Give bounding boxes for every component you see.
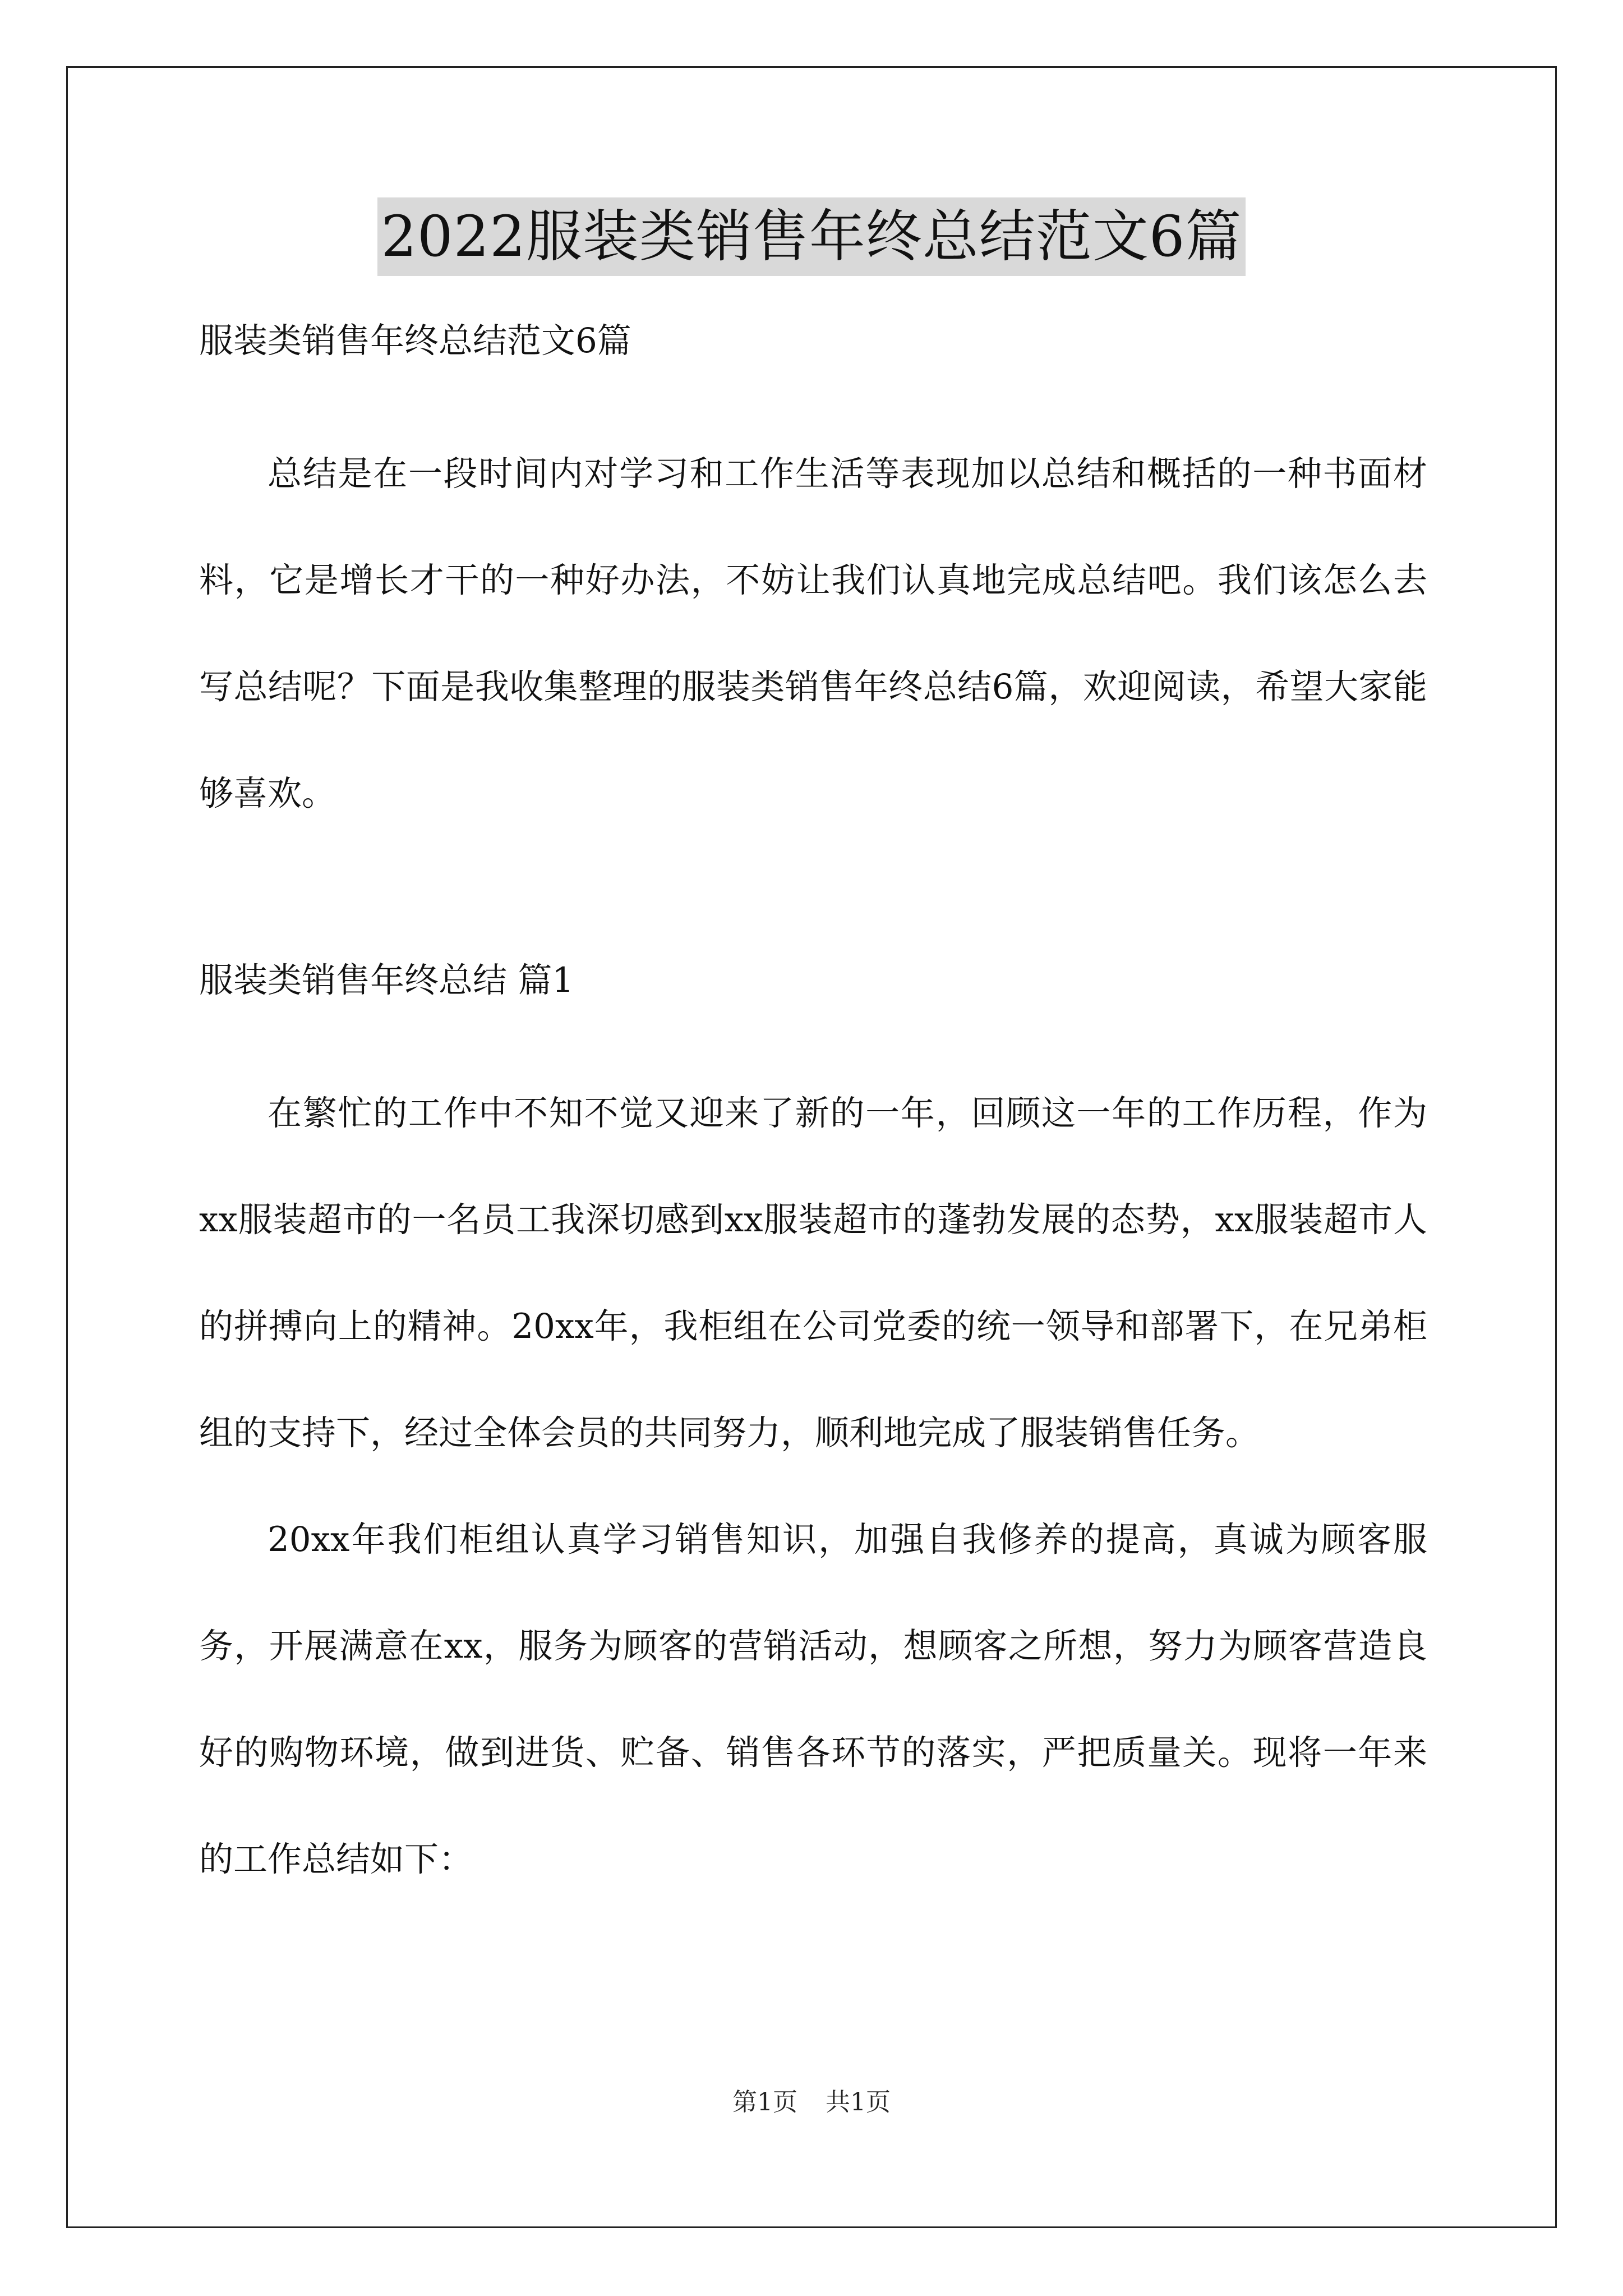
page-number: 第1页 (732, 2088, 797, 2116)
title-container (0, 197, 1623, 276)
document-subtitle: 服装类销售年终总结范文6篇 (199, 321, 631, 361)
document-body (199, 314, 1427, 1913)
section-heading: 服装类销售年终总结 篇1 (199, 960, 574, 1000)
spacer (199, 1007, 1427, 1060)
body-paragraph: 20xx年我们柜组认真学习销售知识，加强自我修养的提高，真诚为顾客服务，开展满意在xx，服务为顾客的营销活动，想顾客之所想，努力为顾客营造良好的购物环境，做到进货、贮备、销售各环节的落实，严把质量关。现将一年来的工作总结如下： (199, 1520, 1427, 1879)
page-total: 共1页 (826, 2088, 891, 2116)
intro-paragraph: 总结是在一段时间内对学习和工作生活等表现加以总结和概括的一种书面材料，它是增长才干的一种好办法，不妨让我们认真地完成总结吧。我们该怎么去写总结呢？下面是我收集整理的服装类销售年终总结6篇，欢迎阅读，希望大家能够喜欢。 (199, 454, 1427, 813)
spacer (199, 847, 1427, 954)
document-title: 2022服装类销售年终总结范文6篇 (377, 197, 1245, 276)
page-footer (0, 2086, 1623, 2119)
body-paragraph: 在繁忙的工作中不知不觉又迎来了新的一年，回顾这一年的工作历程，作为xx服装超市的一名员工我深切感到xx服装超市的蓬勃发展的态势，xx服装超市人的拼搏向上的精神。20xx年，我柜组在公司党委的统一领导和部署下，在兄弟柜组的支持下，经过全体会员的共同努力，顺利地完成了服装销售任务。 (199, 1093, 1427, 1453)
spacer (199, 367, 1427, 421)
